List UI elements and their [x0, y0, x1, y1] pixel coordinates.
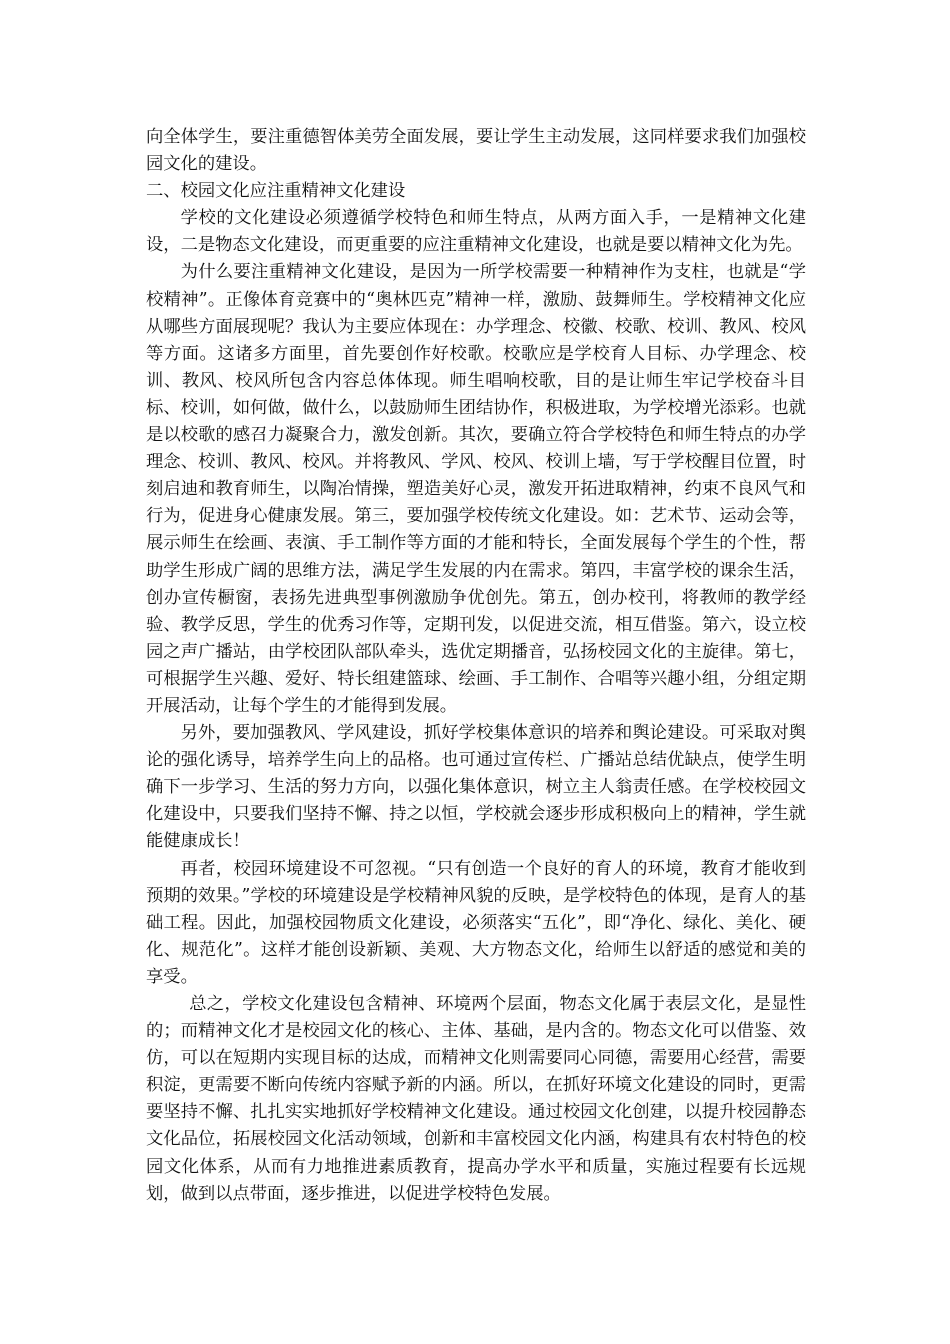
- document-body: [146, 124, 806, 1208]
- section-heading: 二、校园文化应注重精神文化建设: [146, 181, 406, 202]
- paragraph-conclusion: 总之，学校文化建设包含精神、环境两个层面，物态文化属于表层文化，是显性的；而精神文化才是校园文化的核心、主体、基础，是内含的。物态文化可以借鉴、效仿，可以在短期内实现目标的达成，而精神文化则需要同心同德，需要用心经营，需要积淀，更需要不断向传统内容赋予新的内涵。所以，在抓好环境文化建设的同时，更需要坚持不懈、扎扎实实地抓好学校精神文化建设。通过校园文化创建，以提升校园静态文化品位，拓展校园文化活动领域，创新和丰富校园文化内涵，构建具有农村特色的校园文化体系，从而有力地推进素质教育，提高办学水平和质量，实施过程要有长远规划，做到以点带面，逐步推进，以促进学校特色发展。: [146, 994, 806, 1204]
- paragraph-environment: 再者，校园环境建设不可忽视。“只有创造一个良好的育人的环境，教育才能收到预期的效果。”学校的环境建设是学校精神风貌的反映，是学校特色的体现，是育人的基础工程。因此，加强校园物质文化建设，必须落实“五化”，即“净化、绿化、美化、硬化、规范化”。这样才能创设新颖、美观、大方物态文化，给师生以舒适的感觉和美的享受。: [146, 858, 806, 987]
- paragraph-intro: 学校的文化建设必须遵循学校特色和师生特点，从两方面入手，一是精神文化建设，二是物态文化建设，而更重要的应注重精神文化建设，也就是要以精神文化为先。: [146, 208, 806, 256]
- paragraph-teaching-style: 另外，要加强教风、学风建设，抓好学校集体意识的培养和舆论建设。可采取对舆论的强化诱导，培养学生向上的品格。也可通过宣传栏、广播站总结优缺点，使学生明确下一步学习、生活的努力方向，以强化集体意识，树立主人翁责任感。在学校校园文化建设中，只要我们坚持不懈、持之以恒，学校就会逐步形成积极向上的精神，学生就能健康成长！: [146, 723, 806, 852]
- paragraph-spirit: 为什么要注重精神文化建设，是因为一所学校需要一种精神作为支柱，也就是“学校精神”。正像体育竞赛中的“奥林匹克”精神一样，激励、鼓舞师生。学校精神文化应从哪些方面展现呢？我认为主要应体现在：办学理念、校徽、校歌、校训、教风、校风等方面。这诸多方面里，首先要创作好校歌。校歌应是学校育人目标、办学理念、校训、教风、校风所包含内容总体体现。师生唱响校歌，目的是让师生牢记学校奋斗目标、校训，如何做，做什么，以鼓励师生团结协作，积极进取，为学校增光添彩。也就是以校歌的感召力凝聚合力，激发创新。其次，要确立符合学校特色和师生特点的办学理念、校训、教风、校风。并将教风、学风、校风、校训上墙，写于学校醒目位置，时刻启迪和教育师生，以陶冶情操，塑造美好心灵，激发开拓进取精神，约束不良风气和行为，促进身心健康发展。第三，要加强学校传统文化建设。如：艺术节、运动会等，展示师生在绘画、表演、手工制作等方面的才能和特长，全面发展每个学生的个性，帮助学生形成广阔的思维方法，满足学生发展的内在需求。第四，丰富学校的课余生活，创办宣传橱窗，表扬先进典型事例激励争优创先。第五，创办校刊，将教师的教学经验、教学反思，学生的优秀习作等，定期刊发，以促进交流，相互借鉴。第六，设立校园之声广播站，由学校团队部队牵头，选优定期播音，弘扬校园文化的主旋律。第七，可根据学生兴趣、爱好、特长组建篮球、绘画、手工制作、合唱等兴趣小组，分组定期开展活动，让每个学生的才能得到发展。: [146, 262, 806, 716]
- paragraph-continuation: 向全体学生，要注重德智体美劳全面发展，要让学生主动发展，这同样要求我们加强校园文化的建设。: [146, 127, 806, 175]
